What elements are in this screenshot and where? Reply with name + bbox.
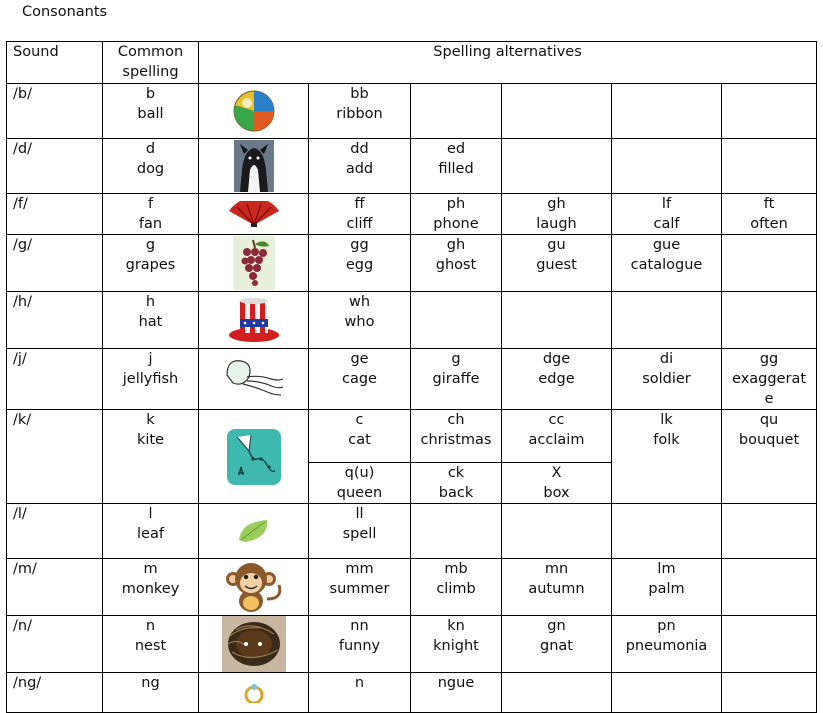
alternative-cell: ph phone	[411, 194, 502, 235]
alternative-cell: ed filled	[411, 139, 502, 194]
grapes-icon	[233, 236, 275, 290]
table-row	[7, 559, 817, 616]
empty-cell	[722, 504, 817, 559]
alternative-cell: nn funny	[309, 616, 411, 673]
picture-cell	[199, 504, 309, 559]
alternative-cell: c cat	[309, 410, 411, 463]
alternative-cell: gh ghost	[411, 235, 502, 292]
table-row	[7, 410, 817, 463]
alternative-cell: dd add	[309, 139, 411, 194]
common-spelling-cell: m monkey	[103, 559, 199, 616]
empty-cell	[502, 292, 612, 349]
monkey-icon	[223, 559, 285, 615]
alternative-cell: mn autumn	[502, 559, 612, 616]
picture-cell	[199, 673, 309, 713]
header-row	[7, 42, 817, 84]
common-spelling-cell: n nest	[103, 616, 199, 673]
sound-cell: /l/	[7, 504, 103, 559]
header-sound: Sound	[7, 42, 103, 84]
alternative-cell: gue catalogue	[612, 235, 722, 292]
alternative-cell: ngue	[411, 673, 502, 713]
empty-cell	[612, 139, 722, 194]
alternative-cell: X box	[502, 463, 612, 504]
leaf-icon	[237, 518, 271, 544]
alternative-cell: ll spell	[309, 504, 411, 559]
header-common-spelling: Common spelling	[103, 42, 199, 84]
alternative-cell: ge cage	[309, 349, 411, 410]
picture-cell	[199, 194, 309, 235]
common-spelling-cell: k kite	[103, 410, 199, 504]
header-spelling-alternatives: Spelling alternatives	[199, 42, 817, 84]
table-row	[7, 504, 817, 559]
sound-cell: /ng/	[7, 673, 103, 713]
dog-icon	[234, 140, 274, 192]
fan-icon	[227, 201, 281, 227]
picture-cell	[199, 235, 309, 292]
empty-cell	[502, 139, 612, 194]
sound-cell: /h/	[7, 292, 103, 349]
alternative-cell: gg egg	[309, 235, 411, 292]
empty-cell	[411, 292, 502, 349]
empty-cell	[722, 673, 817, 713]
empty-cell	[612, 673, 722, 713]
empty-cell	[722, 139, 817, 194]
alternative-cell: n	[309, 673, 411, 713]
picture-cell	[199, 559, 309, 616]
picture-cell	[199, 139, 309, 194]
empty-cell	[411, 84, 502, 139]
sound-cell: /f/	[7, 194, 103, 235]
table-row	[7, 235, 817, 292]
sound-cell: /b/	[7, 84, 103, 139]
empty-cell	[411, 504, 502, 559]
common-spelling-cell: l leaf	[103, 504, 199, 559]
nest-icon	[222, 616, 286, 672]
empty-cell	[722, 235, 817, 292]
alternative-cell: lf calf	[612, 194, 722, 235]
alternative-cell: qu bouquet	[722, 410, 817, 504]
empty-cell	[502, 673, 612, 713]
common-spelling-cell: d dog	[103, 139, 199, 194]
sound-cell: /n/	[7, 616, 103, 673]
empty-cell	[502, 84, 612, 139]
alternative-cell: dge edge	[502, 349, 612, 410]
table-row	[7, 616, 817, 673]
common-spelling-cell: f fan	[103, 194, 199, 235]
sound-cell: /d/	[7, 139, 103, 194]
alternative-cell: gu guest	[502, 235, 612, 292]
table-row	[7, 292, 817, 349]
picture-cell	[199, 616, 309, 673]
hat-icon	[228, 297, 280, 343]
alternative-cell: gn gnat	[502, 616, 612, 673]
picture-cell	[199, 349, 309, 410]
jellyfish-icon	[223, 357, 285, 401]
table-row	[7, 194, 817, 235]
alternative-cell: kn knight	[411, 616, 502, 673]
common-spelling-cell: j jellyfish	[103, 349, 199, 410]
alternative-cell: q(u) queen	[309, 463, 411, 504]
empty-cell	[722, 559, 817, 616]
alternative-cell: ch christmas	[411, 410, 502, 463]
beach-ball-icon	[232, 89, 276, 133]
sound-cell: /m/	[7, 559, 103, 616]
alternative-cell: mb climb	[411, 559, 502, 616]
table-row	[7, 84, 817, 139]
empty-cell	[612, 504, 722, 559]
sound-cell: /j/	[7, 349, 103, 410]
alternative-cell: ck back	[411, 463, 502, 504]
alternative-cell: g giraffe	[411, 349, 502, 410]
alternative-cell: pn pneumonia	[612, 616, 722, 673]
picture-cell	[199, 292, 309, 349]
sound-cell: /g/	[7, 235, 103, 292]
common-spelling-cell: h hat	[103, 292, 199, 349]
alternative-cell: di soldier	[612, 349, 722, 410]
empty-cell	[722, 84, 817, 139]
alternative-cell: mm summer	[309, 559, 411, 616]
alternative-cell: lm palm	[612, 559, 722, 616]
alternative-cell: ff cliff	[309, 194, 411, 235]
common-spelling-cell: b ball	[103, 84, 199, 139]
alternative-cell: gh laugh	[502, 194, 612, 235]
alternative-cell: lk folk	[612, 410, 722, 504]
sound-cell: /k/	[7, 410, 103, 504]
page-title: Consonants	[22, 4, 108, 20]
alternative-cell: wh who	[309, 292, 411, 349]
alternative-cell: gg exaggerat e	[722, 349, 817, 410]
kite-icon	[227, 429, 281, 485]
empty-cell	[612, 292, 722, 349]
picture-cell	[199, 84, 309, 139]
empty-cell	[722, 292, 817, 349]
alternative-cell: cc acclaim	[502, 410, 612, 463]
alternative-cell: ft often	[722, 194, 817, 235]
table-row	[7, 139, 817, 194]
empty-cell	[502, 504, 612, 559]
common-spelling-cell: g grapes	[103, 235, 199, 292]
table-row	[7, 673, 817, 713]
common-spelling-cell: ng	[103, 673, 199, 713]
table-row	[7, 349, 817, 410]
picture-cell	[199, 410, 309, 504]
alternative-cell: bb ribbon	[309, 84, 411, 139]
ring-icon	[239, 683, 269, 703]
consonants-table	[6, 41, 817, 713]
empty-cell	[722, 616, 817, 673]
empty-cell	[612, 84, 722, 139]
